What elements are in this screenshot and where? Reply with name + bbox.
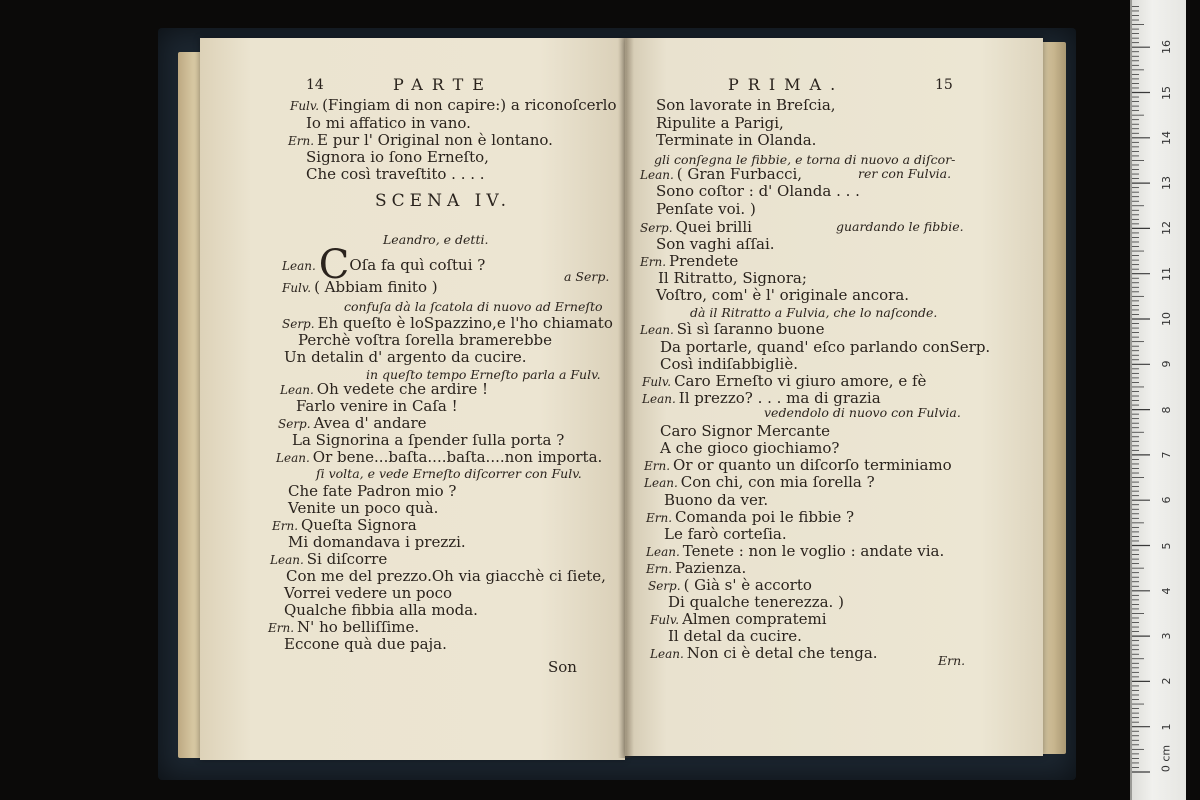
text-line: Fulv. (Fingiam di non capire:) a riconoſcerlo	[290, 96, 617, 114]
text-line: Io mi affatico in vano.	[306, 114, 471, 132]
ruler-number: 10	[1160, 312, 1173, 326]
stage-direction: Leandro, e detti.	[383, 232, 489, 247]
speaker-label: Lean.	[640, 323, 674, 337]
text-line: Son lavorate in Breſcia,	[656, 96, 836, 114]
text-line: Ern. Comanda poi le fibbie ?	[646, 508, 855, 526]
ruler-number: 5	[1160, 542, 1173, 549]
speaker-label: Ern.	[268, 621, 295, 635]
text-line: Sono coſtor : d' Olanda . . .	[656, 182, 860, 200]
text-line: Lean. Tenete : non le voglio : andate via.	[646, 542, 945, 560]
text-line: Ern. N' ho belliſſime.	[268, 618, 420, 636]
text-line: Mi domandava i prezzi.	[288, 533, 466, 551]
text-line: Ern. Pazienza.	[646, 559, 747, 577]
text-line: Lean. Sì sì ſaranno buone	[640, 320, 825, 338]
ruler-number: 6	[1160, 496, 1173, 504]
ruler-unit-label: 0 cm	[1159, 744, 1173, 773]
text-line: Eccone quà due paja.	[284, 635, 447, 653]
speaker-label: Serp.	[648, 579, 681, 593]
text-line: Voſtro, com' è l' originale ancora.	[656, 286, 910, 304]
stage-direction: rer con Fulvia.	[858, 166, 952, 181]
ruler-number: 15	[1160, 85, 1173, 100]
text-line: Farlo venire in Caſa !	[296, 397, 458, 415]
measuring-ruler	[1130, 0, 1186, 800]
speaker-label: Fulv.	[642, 375, 672, 389]
ruler-number: 1	[1160, 723, 1173, 731]
stage-direction: vedendolo di nuovo con Fulvia.	[764, 405, 961, 420]
text-line: Qualche fibbia alla moda.	[284, 601, 478, 619]
text-line: Ern. E pur l' Original non è lontano.	[288, 131, 553, 149]
ruler-number: 12	[1160, 221, 1173, 236]
text-line: Venite un poco quà.	[288, 499, 439, 517]
ruler-number: 7	[1160, 451, 1173, 459]
text-line: Serp. Avea d' andare	[278, 414, 427, 432]
catchword: Son	[548, 658, 577, 676]
speaker-label: Lean.	[280, 383, 314, 397]
page-number: 15	[935, 77, 953, 93]
page-number: 14	[306, 77, 324, 93]
speaker-label: Lean.	[270, 553, 304, 567]
text-line: Le farò corteſia.	[664, 525, 787, 543]
stage-direction: ſi volta, e vede Erneſto diſcorrer con Fulv.	[316, 466, 582, 481]
ruler-number: 8	[1160, 406, 1173, 414]
ruler-number: 3	[1160, 632, 1173, 640]
stage-direction: a Serp.	[564, 269, 610, 284]
text-line: Lean. Oh vedete che ardire !	[280, 380, 489, 398]
ruler-number: 16	[1160, 40, 1173, 55]
text-line: Lean. Il prezzo? . . . ma di grazia	[642, 389, 881, 407]
stage-direction: gli conſegna le fibbie, e torna di nuovo a diſcor-	[654, 152, 956, 167]
text-line: Il Ritratto, Signora;	[658, 269, 807, 287]
text-line: Perchè voſtra ſorella bramerebbe	[298, 331, 553, 349]
text-line: La Signorina a ſpender ſulla porta ?	[292, 431, 565, 449]
drop-cap: C	[318, 242, 350, 288]
text-line: Fulv. Almen compratemi	[650, 610, 827, 628]
ruler-number: 9	[1160, 360, 1173, 368]
ruler-number: 13	[1160, 176, 1173, 191]
ruler-number: 2	[1160, 677, 1173, 685]
text-line: Serp. Quei brilli	[640, 218, 752, 236]
stage-direction: in queſto tempo Erneſto parla a Fulv.	[366, 367, 601, 382]
text-line: Terminate in Olanda.	[656, 131, 817, 149]
text-line: Lean.COſa fa quì coſtui ?	[282, 242, 486, 288]
catchword: Ern.	[938, 653, 966, 668]
speaker-label: Serp.	[282, 317, 315, 331]
ruler-ticks	[1130, 0, 1186, 800]
stage-direction: confuſa dà la ſcatola di nuovo ad Erneſto	[344, 299, 603, 314]
text-line: Che così traveſtito . . . .	[306, 165, 485, 183]
text-line: Il detal da cucire.	[668, 627, 802, 645]
ruler-number: 4	[1160, 587, 1173, 595]
text-line: Con me del prezzo.Oh via giacchè ci ſiete,	[286, 567, 606, 585]
text-line: Ern. Prendete	[640, 252, 739, 270]
text-line: Lean. Si diſcorre	[270, 550, 388, 568]
speaker-label: Lean.	[642, 392, 676, 406]
speaker-label: Lean.	[646, 545, 680, 559]
text-line: Lean. Or bene...baſta....baſta....non importa.	[276, 448, 603, 466]
text-line: Lean. ( Gran Furbacci,	[640, 165, 803, 183]
text-line: Un detalin d' argento da cucire.	[284, 348, 527, 366]
text-line: Da portarle, quand' eſco parlando conSerp.	[660, 338, 991, 356]
text-line: Lean. Non ci è detal che tenga.	[650, 644, 878, 662]
text-line: Ripulite a Parigi,	[656, 114, 784, 132]
speaker-label: Lean.	[276, 451, 310, 465]
speaker-label: Ern.	[640, 255, 667, 269]
text-line: Ern. Or or quanto un diſcorſo terminiamo	[644, 456, 952, 474]
stage-direction: dà il Ritratto a Fulvia, che lo naſconde.	[690, 305, 938, 320]
text-line: Lean. Con chi, con mia ſorella ?	[644, 473, 875, 491]
speaker-label: Ern.	[646, 562, 673, 576]
speaker-label: Fulv.	[282, 281, 312, 295]
text-line: Fulv. ( Abbiam finito )	[282, 278, 438, 296]
speaker-label: Lean.	[640, 168, 674, 182]
text-line: Di qualche tenerezza. )	[668, 593, 844, 611]
text-line: Così indiſabbigliè.	[660, 355, 798, 373]
speaker-label: Serp.	[278, 417, 311, 431]
text-line: Son vaghi aſſai.	[656, 235, 775, 253]
speaker-label: Serp.	[640, 221, 673, 235]
speaker-label: Lean.	[644, 476, 678, 490]
speaker-label: Fulv.	[650, 613, 680, 627]
running-header: PRIMA.	[728, 75, 845, 94]
text-line: Serp. Eh queſto è loSpazzino,e l'ho chiamato	[282, 314, 613, 332]
text-line: Ern. Queſta Signora	[272, 516, 417, 534]
speaker-label: Ern.	[272, 519, 299, 533]
speaker-label: Ern.	[644, 459, 671, 473]
text-line: Signora io ſono Erneſto,	[306, 148, 489, 166]
ruler-number: 11	[1160, 266, 1173, 281]
text-line: Penſate voi. )	[656, 200, 756, 218]
stage-direction: guardando le fibbie.	[836, 219, 964, 234]
scene-title: SCENA IV.	[375, 191, 512, 211]
book-gutter	[618, 38, 634, 758]
text-line: A che gioco giochiamo?	[660, 439, 840, 457]
speaker-label: Ern.	[646, 511, 673, 525]
speaker-label: Fulv.	[290, 99, 320, 113]
speaker-label: Lean.	[282, 259, 316, 273]
speaker-label: Lean.	[650, 647, 684, 661]
text-line: Serp. ( Già s' è accorto	[648, 576, 812, 594]
text-line: Caro Signor Mercante	[660, 422, 831, 440]
text-line: Buono da ver.	[664, 491, 769, 509]
text-line: Fulv. Caro Erneſto vi giuro amore, e fè	[642, 372, 927, 390]
running-header: PARTE	[393, 75, 493, 94]
text-line: Che fate Padron mio ?	[288, 482, 457, 500]
text-line: Vorrei vedere un poco	[284, 584, 453, 602]
ruler-number: 14	[1160, 130, 1173, 145]
speaker-label: Ern.	[288, 134, 315, 148]
